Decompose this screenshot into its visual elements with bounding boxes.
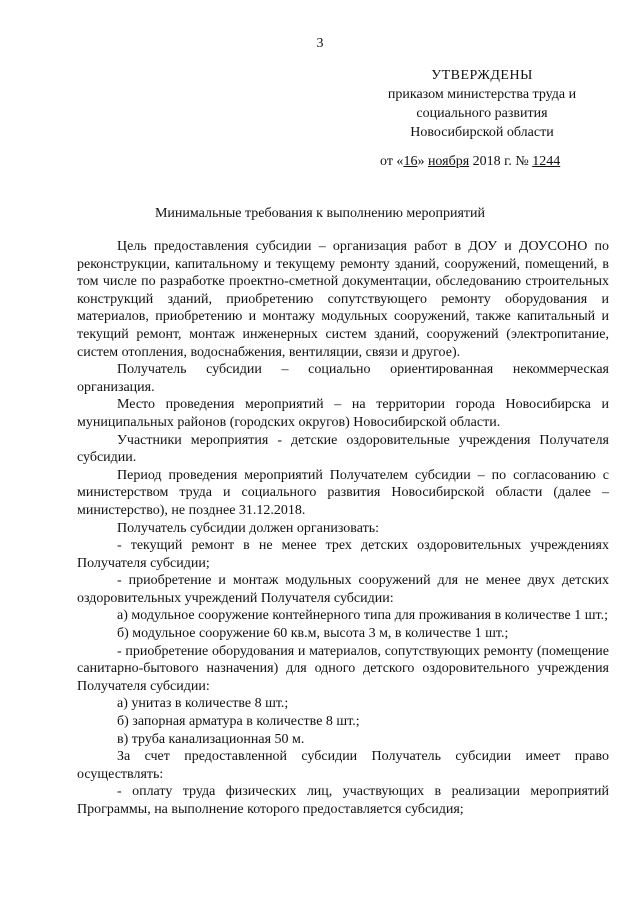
document-body <box>77 238 609 819</box>
order-reference <box>380 154 560 170</box>
approval-line: социального развития <box>416 106 548 121</box>
order-year: 2018 г. № <box>469 154 533 169</box>
order-number: 1244 <box>532 154 561 169</box>
order-prefix: от « <box>380 154 404 169</box>
list-item: в) труба канализационная 50 м. <box>117 731 305 747</box>
order-mid: » <box>417 154 428 169</box>
paragraph-recipient: Получатель субсидии – социально ориентированная некоммерческая организация. <box>77 362 609 395</box>
page-number: 3 <box>316 36 324 51</box>
paragraph-period: Период проведения мероприятий Получателем субсидии – по согласованию с министерством труда и социального развития Новосибирской области (далее – министерство), не позднее 31.12.2018. <box>77 467 609 518</box>
paragraph-location: Место проведения мероприятий – на территории города Новосибирска и муниципальных районов (городских округов) Новосибирской области. <box>77 397 609 430</box>
list-item: а) унитаз в количестве 8 шт.; <box>117 696 289 712</box>
approval-heading: УТВЕРЖДЕНЫ <box>431 68 533 83</box>
list-item: б) модульное сооружение 60 кв.м, высота 3 м, в количестве 1 шт.; <box>117 626 509 642</box>
list-item: а) модульное сооружение контейнерного типа для проживания в количестве 1 шт.; <box>117 608 608 624</box>
list-item: - приобретение и монтаж модульных сооружений для не менее двух детских оздоровительных учреждений Получателя субсидии: <box>77 573 609 606</box>
approval-line: приказом министерства труда и <box>387 87 577 102</box>
approval-line: Новосибирской области <box>410 125 554 140</box>
list-item: - приобретение оборудования и материалов, сопутствующих ремонту (помещение санитарно-бытового назначения) для одного детского оздоровительного учреждения Получателя субсидии: <box>77 643 609 694</box>
paragraph-purpose: Цель предоставления субсидии – организация работ в ДОУ и ДОУСОНО по реконструкции, капитальному и текущему ремонту зданий, сооружений, помещений, в том числе по разработке проектно-сметной документации, обследованию строительных конструкций зданий, приобретению сопутствующего ремонту оборудования и материалов, приобретению и монтажу модульных сооружений, также капитальный и текущий ремонт, монтаж инженерных систем зданий, сооружений (электропитание, систем отопления, водоснабжения, вентиляции, связи и другое). <box>77 239 609 360</box>
paragraph-participants: Участники мероприятия - детские оздоровительные учреждения Получателя субсидии. <box>77 432 609 466</box>
order-month: ноября <box>427 154 470 169</box>
approval-block <box>362 66 602 142</box>
order-day: 16 <box>403 154 418 169</box>
list-item: б) запорная арматура в количестве 8 шт.; <box>117 714 360 730</box>
paragraph-obligations: Получатель субсидии должен организовать: <box>117 520 379 536</box>
list-item: - текущий ремонт в не менее трех детских оздоровительных учреждениях Получателя субсидии; <box>77 538 609 571</box>
paragraph-rights: За счет предоставленной субсидии Получатель субсидии имеет право осуществлять: <box>77 749 609 782</box>
document-title: Минимальные требования к выполнению мероприятий <box>154 206 486 221</box>
list-item: - оплату труда физических лиц, участвующих в реализации мероприятий Программы, на выполнение которого предоставляется субсидия; <box>77 784 609 817</box>
